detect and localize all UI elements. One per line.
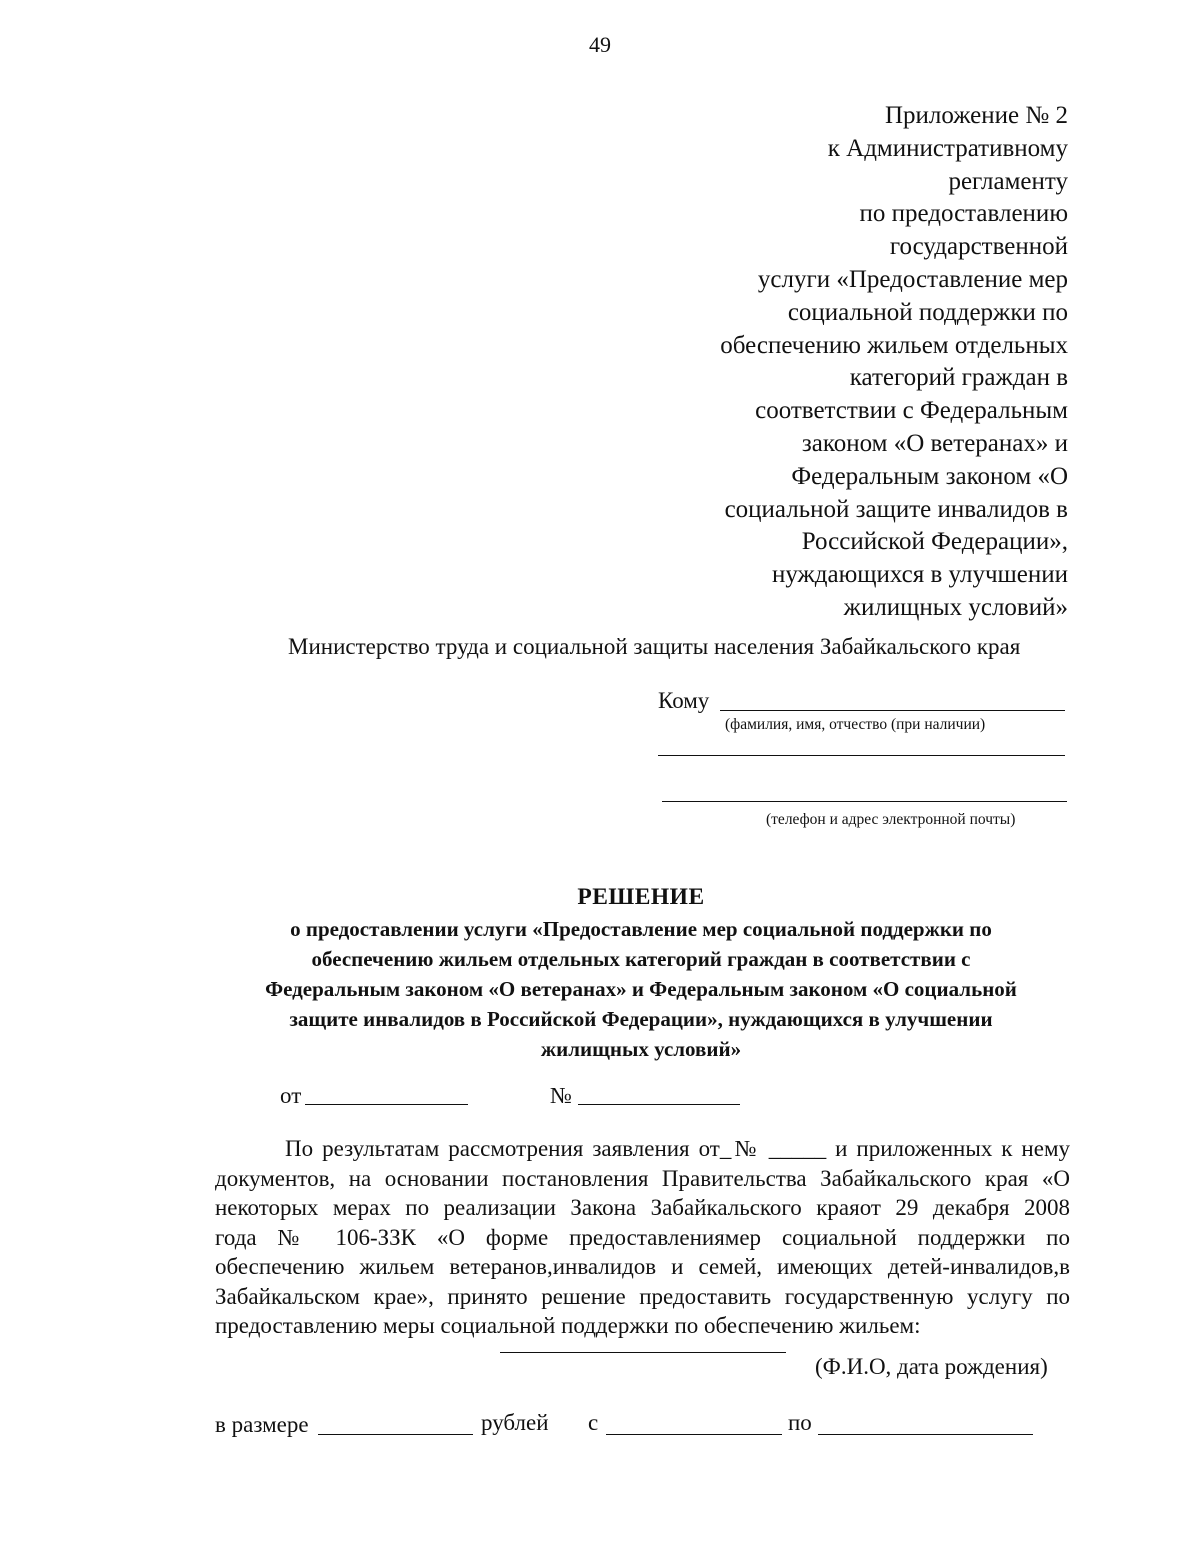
appendix-line: обеспечению жильем отдельных bbox=[720, 331, 1068, 359]
appendix-line: регламенту bbox=[948, 167, 1068, 195]
start-date-field[interactable] bbox=[606, 1434, 782, 1435]
decision-body bbox=[215, 1134, 1070, 1341]
recipient-contact-caption: (телефон и адрес электронной почты) bbox=[766, 811, 1016, 828]
appendix-line: жилищных условий» bbox=[843, 593, 1068, 621]
appendix-line: категорий граждан в bbox=[849, 364, 1068, 392]
subtitle-line: о предоставлении услуги «Предоставление мер социальной поддержки по bbox=[290, 917, 992, 941]
decision-date-field[interactable] bbox=[305, 1104, 468, 1105]
page-number: 49 bbox=[589, 32, 611, 57]
appendix-line: соответствии с Федеральным bbox=[755, 397, 1068, 425]
subtitle-line: обеспечению жильем отдельных категорий граждан в соответствии с bbox=[311, 947, 971, 971]
appendix-line: услуги «Предоставление мер bbox=[757, 265, 1068, 293]
body-line: документов, на основании постановления Правительства Забайкальского края «О bbox=[215, 1165, 1070, 1191]
amount-size-label: в размере bbox=[215, 1412, 309, 1437]
to-label: Кому bbox=[658, 688, 710, 713]
beneficiary-caption: (Ф.И.О, дата рождения) bbox=[815, 1354, 1048, 1379]
date-label: от bbox=[280, 1083, 302, 1108]
ministry-name: Министерство труда и социальной защиты населения Забайкальского края bbox=[288, 634, 1021, 659]
number-label: № bbox=[550, 1083, 572, 1108]
recipient-name-caption: (фамилия, имя, отчество (при наличии) bbox=[725, 716, 986, 733]
appendix-line: Федеральным законом «О bbox=[791, 462, 1068, 490]
appendix-line: по предоставлению bbox=[859, 200, 1068, 228]
appendix-line: Приложение № 2 bbox=[884, 102, 1068, 129]
decision-subtitle bbox=[200, 914, 1082, 1064]
recipient-name-field[interactable] bbox=[720, 710, 1065, 711]
subtitle-line: защите инвалидов в Российской Федерации», нуждающихся в улучшении bbox=[289, 1007, 993, 1031]
body-line: Забайкальском крае», принято решение предоставить государственную услугу по bbox=[215, 1283, 1070, 1309]
appendix-line: законом «О ветеранах» и bbox=[801, 429, 1068, 457]
end-date-field[interactable] bbox=[818, 1434, 1033, 1435]
currency-label: рублей bbox=[481, 1410, 549, 1435]
appendix-line: Российской Федерации», bbox=[801, 528, 1068, 556]
decision-number-field[interactable] bbox=[578, 1104, 740, 1105]
appendix-line: к Административному bbox=[827, 134, 1068, 162]
body-line: предоставлению меры социальной поддержки по обеспечению жильем: bbox=[215, 1313, 921, 1338]
body-line: обеспечению жильем ветеранов,инвалидов и семей, имеющих детей-инвалидов,в bbox=[215, 1254, 1070, 1279]
decision-title: РЕШЕНИЕ bbox=[577, 884, 705, 910]
amount-field[interactable] bbox=[318, 1434, 473, 1435]
appendix-line: нуждающихся в улучшении bbox=[771, 561, 1068, 589]
subtitle-line: Федеральным законом «О ветеранах» и Федеральным законом «О социальной bbox=[265, 977, 1017, 1001]
to-date-label: по bbox=[788, 1410, 812, 1435]
body-line: По результатам рассмотрения заявления от_№ _____ и приложенных к нему bbox=[285, 1136, 1070, 1161]
body-line: года № 106-ЗЗК «О форме предоставлениямер социальной поддержки по bbox=[215, 1224, 1070, 1250]
appendix-line: государственной bbox=[889, 233, 1068, 261]
beneficiary-field[interactable] bbox=[500, 1352, 786, 1353]
appendix-line: социальной защите инвалидов в bbox=[724, 495, 1068, 523]
body-line: некоторых мерах по реализации Закона Забайкальского краяот 29 декабря 2008 bbox=[215, 1195, 1070, 1220]
appendix-line: социальной поддержки по bbox=[787, 298, 1068, 326]
from-label: с bbox=[588, 1410, 599, 1435]
recipient-contact-field[interactable] bbox=[662, 801, 1067, 802]
recipient-address-field[interactable] bbox=[658, 755, 1065, 756]
appendix-block bbox=[648, 100, 1068, 625]
subtitle-line: жилищных условий» bbox=[540, 1037, 742, 1061]
